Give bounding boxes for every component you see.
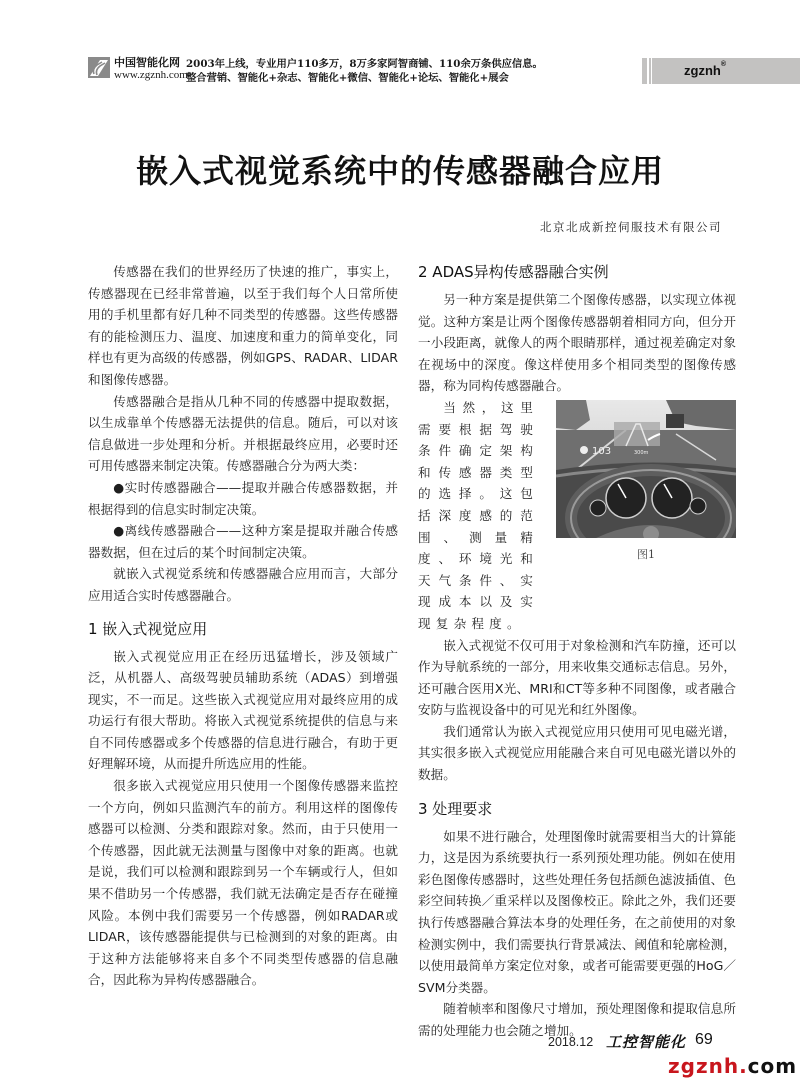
paragraph: 当然，这里需要根据驾驶条件确定架构和传感器类型的选择。这包括深度感的范围、测量精度、环境光和天气条件、实现成本以及实现复杂程度。 [418,399,538,631]
left-column [88,261,398,991]
figure-1 [556,400,736,566]
page-number: 69 [695,1031,713,1048]
right-column [418,261,736,1042]
site-name: 中国智能化网 [114,56,180,69]
banner-brand-text: zgznh [684,63,721,78]
paragraph: 随着帧率和图像尺寸增加，预处理图像和提取信息所需的处理能力也会随之增加。 [418,1001,736,1038]
paragraph: 如果不进行融合，处理图像时就需要相当大的计算能力，这是因为系统要执行一系列预处理功能。例如在使用彩色图像传感器时，这些处理任务包括颜色滤波插值、色彩空间转换／重采样以及图像校正。除此之外，我们还要执行传感器融合算法本身的处理任务，在之前使用的对象检测实例中，我们需要执行背景减法、阈值和轮廓检测，以使用最简单方案定位对象，或者可能需要更强的HoG／SVM分类器。 [418,828,736,995]
header-banner [642,58,800,84]
section-heading-3: 3 处理要求 [418,799,493,818]
watermark-red-part: zgznh. [668,1054,748,1078]
paragraph: 我们通常认为嵌入式视觉应用只使用可见电磁光谱，其实很多嵌入式视觉应用能融合来自可见电磁光谱以外的数据。 [418,723,736,783]
hud-speed: 103 [592,445,612,457]
article-affiliation: 北京北成新控伺服技术有限公司 [540,220,722,234]
magazine-name: 工控智能化 [606,1033,687,1051]
banner-stripe [642,58,649,84]
wrapped-text-block [418,397,538,635]
bullet-item: ●实时传感器融合——提取并融合传感器数据，并根据得到的信息实时制定决策。 [88,479,398,517]
paragraph: 嵌入式视觉不仅可用于对象检测和汽车防撞，还可以作为导航系统的一部分，用来收集交通标志信息。另外，还可融合医用X光、MRI和CT等多种不同图像，或者融合安防与监视设备中的可见光和红外图像。 [418,637,736,718]
watermark [668,1054,797,1078]
paragraph: 传感器融合是指从几种不同的传感器中提取数据，以生成靠单个传感器无法提供的信息。随后，可以对该信息做进一步处理和分析。并根据最终应用，必要时还可用传感器来制定决策。传感器融合分为两大类： [88,393,398,474]
paragraph: 就嵌入式视觉系统和传感器融合应用而言，大部分应用适合实时传感器融合。 [88,566,398,603]
issue-date: 2018.12 [548,1035,594,1049]
site-url-link[interactable]: www.zgznh.com [114,69,188,81]
watermark-black-part: com [747,1054,798,1078]
zgznh-logo-icon [88,57,110,78]
paragraph: 传感器在我们的世界经历了快速的推广，事实上，传感器现在已经非常普遍，以至于我们每个人日常所使用的手机里都有好几种不同类型的传感器。这些传感器有的能检测压力、温度、加速度和重力的简单变化，同样也有更为高级的传感器，例如GPS、RADAR、LIDAR和图像传感器。 [88,264,398,387]
section-heading-1: 1 嵌入式视觉应用 [88,619,208,638]
figure-caption: 图1 [637,547,655,561]
paragraph: 嵌入式视觉应用正在经历迅猛增长，涉及领域广泛，从机器人、高级驾驶员辅助系统（ADAS）到增强现实，不一而足。这些嵌入式视觉应用对最终应用的成功运行有很大帮助。将嵌入式视觉系统提供的信息与来自不同传感器或多个传感器的信息进行融合，有助于更好理解环境，从而提升所选应用的性能。 [88,648,398,772]
paragraph: 另一种方案是提供第二个图像传感器，以实现立体视觉。这种方案是让两个图像传感器朝着相同方向，但分开一小段距离，就像人的两个眼睛那样，通过视差确定对象在视场中的深度。像这样使用多个相同类型的图像传感器，称为同构传感器融合。 [418,292,736,394]
banner-brand [684,63,726,78]
header-tagline-line1: 2003年上线，专业用户110多万，8万多家阿智商铺、110余万条供应信息。 [186,58,543,70]
banner-stripe [651,58,652,84]
paragraph: 很多嵌入式视觉应用只使用一个图像传感器来监控一个方向，例如只监测汽车的前方。利用这样的图像传感器可以检测、分类和跟踪对象。然而，由于只使用一个传感器，因此就无法测量与图像中对象的距离。也就是说，我们可以检测和跟踪到另一个车辆或行人，但如果不借助另一个传感器，我们就无法确定是否存在碰撞风险。本例中我们需要另一个传感器，例如RADAR或LIDAR，该传感器能提供与已检测到的对象的距离。由于这种方法能够将来自多个不同类型传感器的信息融合，因此称为异构传感器融合。 [88,778,398,988]
registered-mark: ® [720,61,726,68]
hud-distance: 300m [634,449,649,456]
bullet-item: ●离线传感器融合——这种方案是提取并融合传感器数据，但在过后的某个时间制定决策。 [88,523,398,560]
dashboard-hud-photo [556,400,736,538]
article-title: 嵌入式视觉系统中的传感器融合应用 [135,152,664,190]
header-tagline-line2: 整合营销、智能化+杂志、智能化+微信、智能化+论坛、智能化+展会 [186,72,509,84]
section-heading-2: 2 ADAS异构传感器融合实例 [418,263,609,281]
